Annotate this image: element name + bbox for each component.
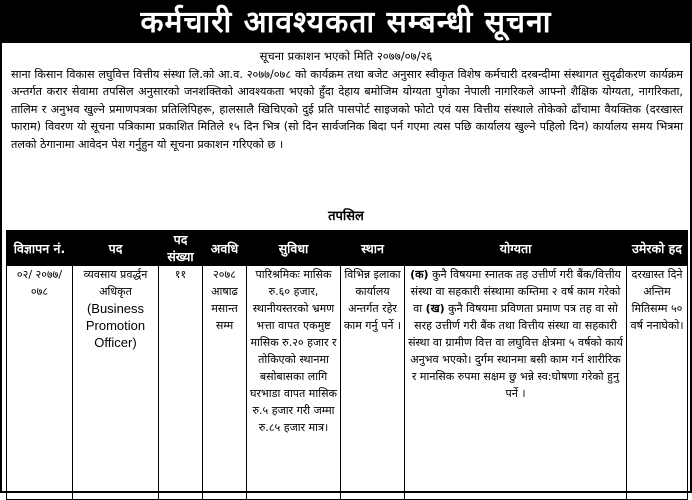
header-location: स्थान: [341, 231, 405, 266]
header-qualification: योग्यता: [405, 231, 627, 266]
cell-benefits: पारिश्रमिकः मासिक रु.६० हजार, स्थानीयस्तरको भ्रमण भत्ता वापत एकमुष्ट मासिक रु.२० हजार र तोकिएको स्थानमा बसोबासका लागि घरभाडा वापत मासिक रु.५ हजार गरी जम्मा रु.८५ हजार मात्र।: [247, 266, 341, 500]
header-benefits: सुविधा: [247, 231, 341, 266]
post-name-np: व्यवसाय प्रवर्द्धन अधिकृत: [83, 268, 148, 298]
table-row: [7, 266, 688, 500]
tapsil-heading: तपसिल: [328, 209, 364, 224]
header-post: पद: [73, 231, 159, 266]
qualification-a: कुनै विषयमा स्नातक तह उत्तीर्ण गरी बैंक/वित्तीय संस्था वा सहकारी संस्थामा कम्तिमा २ वर्ष काम गरेको वा: [410, 268, 621, 315]
table-header-row: [7, 231, 688, 266]
header-post-count: पद संख्या: [159, 231, 203, 266]
cell-duration: २०७८ आषाढ मसान्त सम्म: [203, 266, 247, 500]
cell-location: विभिन्न इलाका कार्यालय अन्तर्गत रहेर काम गर्नु पर्ने ।: [341, 266, 405, 500]
qualification-b: कुनै विषयमा प्रविणता प्रमाण पत्र तह वा सो सरह उत्तीर्ण गरी बैंक तथा वित्तीय संस्था वा सहकारी संस्था वा ग्रामीण वित्त वा लघुवित्त क्षेत्रमा ५ वर्षको कार्य अनुभव भएको। दुर्गम स्थानमा बसी काम गर्न शारीरिक र मानसिक रुपमा सक्षम छु भन्ने स्व:घोषणा गरेको हुनु पर्ने ।: [408, 302, 623, 400]
cell-age-limit: दरखास्त दिने अन्तिम मितिसम्म ५० वर्ष ननाघेको।: [627, 266, 688, 500]
post-name-en: (Business Promotion Officer): [85, 301, 146, 350]
cell-post: [73, 266, 159, 500]
cell-notice-no: ०२/ २०७७/ ०७८: [7, 266, 73, 500]
cell-post-count: ११: [159, 266, 203, 500]
qualification-a-mark: (क): [410, 268, 429, 281]
vacancy-table: [6, 230, 688, 500]
notice-title: कर्मचारी आवश्यकता सम्बन्धी सूचना: [2, 2, 690, 43]
cell-qualification: [405, 266, 627, 500]
publish-date: सूचना प्रकाशन भएको मिति २०७७/०७/२६: [259, 49, 433, 63]
header-duration: अवधि: [203, 231, 247, 266]
notice-body: साना किसान विकास लघुवित्त वित्तीय संस्था लि.को आ.व. २०७७/०७८ को कार्यक्रम तथा बजेट अनुसार स्वीकृत विशेष कर्मचारी दरबन्दीमा संस्थागत सुदृढीकरण कार्यक्रम अन्तर्गत करार सेवामा तपसिल अनुसारको जनशक्तिको आवश्यकता भएको हुँदा देहाय बमोजिम योग्यता पुगेका नेपाली नागरिकले आफ्नो शैक्षिक योग्यता, नागरिकता, तालिम र अनुभव खुल्ने प्रमाणपत्रका प्रतिलिपिहरू, हालसालै खिचिएको दुई प्रति पासपोर्ट साइजको फोटो एवं यस वित्तीय संस्थाले तोकेको ढाँचामा वैयक्तिक (दरखास्त फाराम) विवरण यो सूचना पत्रिकामा प्रकाशित मितिले १५ दिन भित्र (सो दिन सार्वजनिक बिदा पर्न गएमा त्यस पछि कार्यालय खुल्ने पहिलो दिन) कार्यालय समय भित्रमा तलको ठेगानामा आवेदन पेश गर्नुहुन यो सूचना प्रकाशन गरिएको छ ।: [11, 68, 683, 151]
header-age-limit: उमेरको हद: [627, 231, 688, 266]
header-notice-no: विज्ञापन नं.: [7, 231, 73, 266]
qualification-b-mark: (ख): [425, 302, 445, 315]
